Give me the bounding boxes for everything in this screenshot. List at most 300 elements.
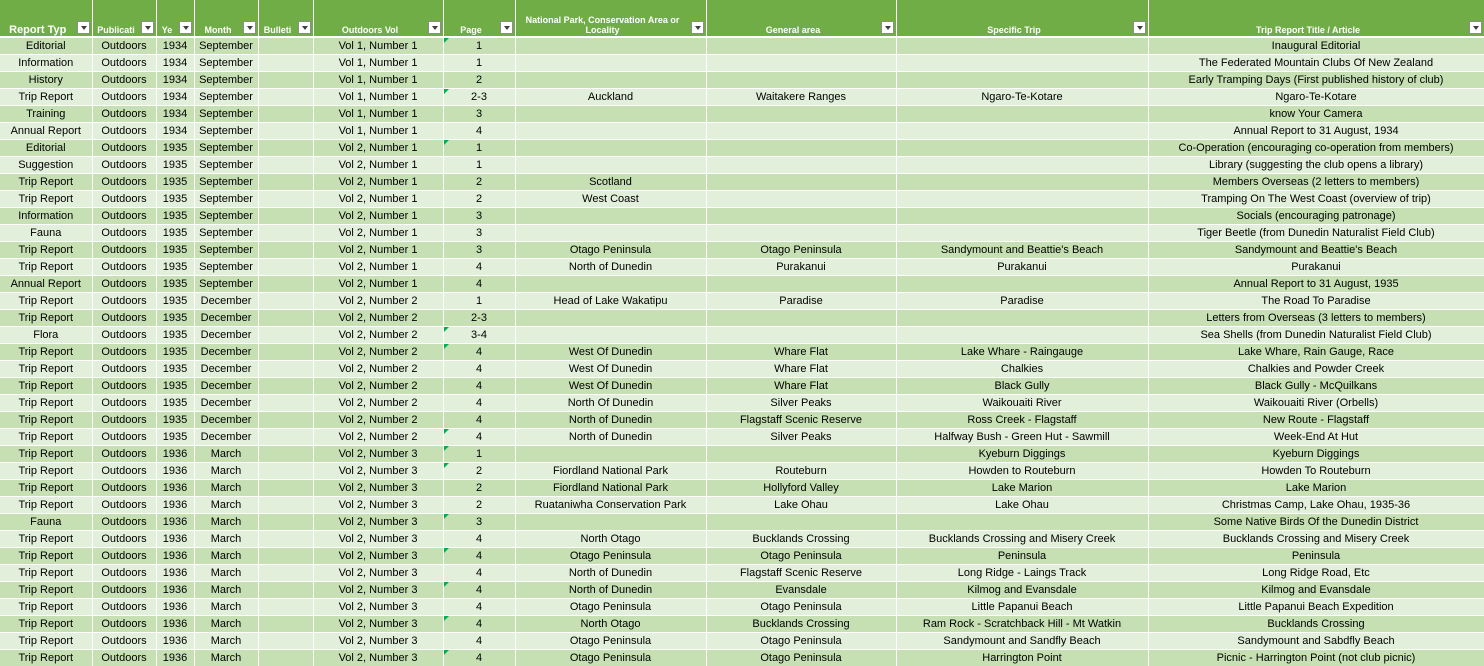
cell-year[interactable] (156, 276, 194, 293)
cell-trip-title[interactable] (1148, 140, 1484, 157)
cell-bulletin[interactable] (258, 446, 313, 463)
cell-bulletin[interactable] (258, 310, 313, 327)
cell-month[interactable] (194, 327, 258, 344)
cell-locality[interactable] (515, 55, 706, 72)
cell-year[interactable] (156, 599, 194, 616)
cell-report-type[interactable] (0, 378, 92, 395)
cell-trip-title[interactable] (1148, 565, 1484, 582)
cell-year[interactable] (156, 157, 194, 174)
cell-page[interactable] (443, 72, 515, 89)
cell-specific-trip[interactable] (896, 72, 1148, 89)
cell-publication[interactable] (92, 106, 156, 123)
cell-locality[interactable] (515, 412, 706, 429)
cell-report-type[interactable] (0, 89, 92, 106)
cell-general-area[interactable] (706, 412, 896, 429)
cell-general-area[interactable] (706, 616, 896, 633)
cell-report-type[interactable] (0, 72, 92, 89)
cell-publication[interactable] (92, 37, 156, 55)
cell-outdoors-vol[interactable] (313, 157, 443, 174)
cell-publication[interactable] (92, 480, 156, 497)
cell-trip-title[interactable] (1148, 106, 1484, 123)
cell-report-type[interactable] (0, 191, 92, 208)
cell-outdoors-vol[interactable] (313, 429, 443, 446)
cell-report-type[interactable] (0, 514, 92, 531)
filter-dropdown-icon[interactable] (77, 21, 90, 34)
cell-bulletin[interactable] (258, 140, 313, 157)
cell-specific-trip[interactable] (896, 276, 1148, 293)
cell-general-area[interactable] (706, 361, 896, 378)
cell-outdoors-vol[interactable] (313, 72, 443, 89)
cell-report-type[interactable] (0, 395, 92, 412)
cell-outdoors-vol[interactable] (313, 361, 443, 378)
cell-general-area[interactable] (706, 293, 896, 310)
cell-general-area[interactable] (706, 310, 896, 327)
cell-year[interactable] (156, 446, 194, 463)
cell-month[interactable] (194, 174, 258, 191)
filter-dropdown-icon[interactable] (428, 21, 441, 34)
cell-publication[interactable] (92, 140, 156, 157)
cell-report-type[interactable] (0, 565, 92, 582)
cell-outdoors-vol[interactable] (313, 208, 443, 225)
cell-outdoors-vol[interactable] (313, 565, 443, 582)
cell-month[interactable] (194, 89, 258, 106)
cell-bulletin[interactable] (258, 208, 313, 225)
cell-outdoors-vol[interactable] (313, 89, 443, 106)
cell-trip-title[interactable] (1148, 72, 1484, 89)
cell-month[interactable] (194, 531, 258, 548)
cell-report-type[interactable] (0, 293, 92, 310)
cell-specific-trip[interactable] (896, 633, 1148, 650)
cell-year[interactable] (156, 327, 194, 344)
cell-page[interactable] (443, 378, 515, 395)
cell-publication[interactable] (92, 378, 156, 395)
cell-trip-title[interactable] (1148, 480, 1484, 497)
cell-locality[interactable] (515, 497, 706, 514)
cell-bulletin[interactable] (258, 225, 313, 242)
cell-general-area[interactable] (706, 463, 896, 480)
cell-month[interactable] (194, 259, 258, 276)
cell-publication[interactable] (92, 582, 156, 599)
cell-report-type[interactable] (0, 616, 92, 633)
cell-locality[interactable] (515, 327, 706, 344)
cell-month[interactable] (194, 480, 258, 497)
cell-month[interactable] (194, 633, 258, 650)
cell-publication[interactable] (92, 361, 156, 378)
cell-bulletin[interactable] (258, 157, 313, 174)
cell-page[interactable] (443, 497, 515, 514)
cell-year[interactable] (156, 208, 194, 225)
cell-locality[interactable] (515, 174, 706, 191)
cell-year[interactable] (156, 412, 194, 429)
cell-bulletin[interactable] (258, 497, 313, 514)
cell-publication[interactable] (92, 225, 156, 242)
cell-locality[interactable] (515, 463, 706, 480)
cell-month[interactable] (194, 276, 258, 293)
cell-outdoors-vol[interactable] (313, 123, 443, 140)
cell-bulletin[interactable] (258, 395, 313, 412)
cell-publication[interactable] (92, 242, 156, 259)
cell-locality[interactable] (515, 378, 706, 395)
cell-specific-trip[interactable] (896, 191, 1148, 208)
cell-month[interactable] (194, 429, 258, 446)
cell-publication[interactable] (92, 446, 156, 463)
cell-outdoors-vol[interactable] (313, 633, 443, 650)
cell-trip-title[interactable] (1148, 242, 1484, 259)
cell-year[interactable] (156, 55, 194, 72)
cell-trip-title[interactable] (1148, 548, 1484, 565)
cell-general-area[interactable] (706, 55, 896, 72)
cell-month[interactable] (194, 37, 258, 55)
cell-trip-title[interactable] (1148, 446, 1484, 463)
cell-publication[interactable] (92, 531, 156, 548)
cell-outdoors-vol[interactable] (313, 514, 443, 531)
cell-general-area[interactable] (706, 599, 896, 616)
cell-locality[interactable] (515, 276, 706, 293)
cell-trip-title[interactable] (1148, 225, 1484, 242)
cell-trip-title[interactable] (1148, 429, 1484, 446)
cell-general-area[interactable] (706, 72, 896, 89)
cell-trip-title[interactable] (1148, 616, 1484, 633)
cell-general-area[interactable] (706, 208, 896, 225)
cell-locality[interactable] (515, 140, 706, 157)
cell-month[interactable] (194, 72, 258, 89)
cell-month[interactable] (194, 650, 258, 666)
cell-general-area[interactable] (706, 531, 896, 548)
cell-bulletin[interactable] (258, 174, 313, 191)
cell-publication[interactable] (92, 565, 156, 582)
cell-specific-trip[interactable] (896, 565, 1148, 582)
cell-specific-trip[interactable] (896, 89, 1148, 106)
cell-report-type[interactable] (0, 582, 92, 599)
cell-page[interactable] (443, 650, 515, 666)
cell-year[interactable] (156, 123, 194, 140)
cell-page[interactable] (443, 361, 515, 378)
cell-trip-title[interactable] (1148, 361, 1484, 378)
cell-locality[interactable] (515, 548, 706, 565)
cell-locality[interactable] (515, 259, 706, 276)
cell-month[interactable] (194, 293, 258, 310)
cell-year[interactable] (156, 650, 194, 666)
cell-month[interactable] (194, 446, 258, 463)
cell-year[interactable] (156, 174, 194, 191)
cell-locality[interactable] (515, 582, 706, 599)
cell-specific-trip[interactable] (896, 327, 1148, 344)
cell-month[interactable] (194, 140, 258, 157)
cell-general-area[interactable] (706, 548, 896, 565)
cell-month[interactable] (194, 157, 258, 174)
cell-year[interactable] (156, 531, 194, 548)
cell-report-type[interactable] (0, 55, 92, 72)
cell-bulletin[interactable] (258, 599, 313, 616)
filter-dropdown-icon[interactable] (179, 21, 192, 34)
cell-page[interactable] (443, 344, 515, 361)
cell-locality[interactable] (515, 242, 706, 259)
cell-outdoors-vol[interactable] (313, 378, 443, 395)
cell-outdoors-vol[interactable] (313, 259, 443, 276)
cell-bulletin[interactable] (258, 106, 313, 123)
cell-locality[interactable] (515, 361, 706, 378)
cell-page[interactable] (443, 514, 515, 531)
cell-report-type[interactable] (0, 361, 92, 378)
cell-month[interactable] (194, 582, 258, 599)
cell-outdoors-vol[interactable] (313, 412, 443, 429)
cell-page[interactable] (443, 157, 515, 174)
cell-month[interactable] (194, 242, 258, 259)
cell-general-area[interactable] (706, 276, 896, 293)
cell-general-area[interactable] (706, 327, 896, 344)
cell-general-area[interactable] (706, 565, 896, 582)
cell-general-area[interactable] (706, 106, 896, 123)
cell-month[interactable] (194, 344, 258, 361)
cell-page[interactable] (443, 225, 515, 242)
cell-outdoors-vol[interactable] (313, 531, 443, 548)
cell-page[interactable] (443, 480, 515, 497)
cell-publication[interactable] (92, 157, 156, 174)
cell-outdoors-vol[interactable] (313, 599, 443, 616)
cell-outdoors-vol[interactable] (313, 106, 443, 123)
cell-page[interactable] (443, 89, 515, 106)
cell-year[interactable] (156, 225, 194, 242)
cell-publication[interactable] (92, 344, 156, 361)
cell-page[interactable] (443, 531, 515, 548)
cell-report-type[interactable] (0, 174, 92, 191)
cell-trip-title[interactable] (1148, 344, 1484, 361)
filter-dropdown-icon[interactable] (881, 21, 894, 34)
cell-page[interactable] (443, 106, 515, 123)
filter-dropdown-icon[interactable] (141, 21, 154, 34)
cell-specific-trip[interactable] (896, 106, 1148, 123)
cell-general-area[interactable] (706, 259, 896, 276)
cell-page[interactable] (443, 293, 515, 310)
cell-specific-trip[interactable] (896, 582, 1148, 599)
cell-trip-title[interactable] (1148, 208, 1484, 225)
cell-month[interactable] (194, 463, 258, 480)
filter-dropdown-icon[interactable] (243, 21, 256, 34)
cell-month[interactable] (194, 497, 258, 514)
cell-locality[interactable] (515, 225, 706, 242)
cell-trip-title[interactable] (1148, 259, 1484, 276)
cell-locality[interactable] (515, 89, 706, 106)
cell-bulletin[interactable] (258, 582, 313, 599)
cell-locality[interactable] (515, 599, 706, 616)
cell-bulletin[interactable] (258, 123, 313, 140)
cell-publication[interactable] (92, 123, 156, 140)
cell-publication[interactable] (92, 497, 156, 514)
cell-outdoors-vol[interactable] (313, 37, 443, 55)
cell-general-area[interactable] (706, 429, 896, 446)
cell-bulletin[interactable] (258, 463, 313, 480)
cell-report-type[interactable] (0, 463, 92, 480)
cell-page[interactable] (443, 599, 515, 616)
cell-locality[interactable] (515, 650, 706, 666)
cell-bulletin[interactable] (258, 242, 313, 259)
cell-specific-trip[interactable] (896, 259, 1148, 276)
cell-specific-trip[interactable] (896, 548, 1148, 565)
cell-page[interactable] (443, 429, 515, 446)
cell-publication[interactable] (92, 72, 156, 89)
cell-year[interactable] (156, 140, 194, 157)
cell-report-type[interactable] (0, 157, 92, 174)
cell-publication[interactable] (92, 463, 156, 480)
cell-general-area[interactable] (706, 395, 896, 412)
cell-year[interactable] (156, 395, 194, 412)
cell-trip-title[interactable] (1148, 412, 1484, 429)
cell-publication[interactable] (92, 650, 156, 666)
cell-report-type[interactable] (0, 242, 92, 259)
cell-trip-title[interactable] (1148, 633, 1484, 650)
cell-report-type[interactable] (0, 310, 92, 327)
cell-year[interactable] (156, 310, 194, 327)
cell-publication[interactable] (92, 514, 156, 531)
cell-publication[interactable] (92, 276, 156, 293)
cell-general-area[interactable] (706, 37, 896, 55)
cell-page[interactable] (443, 395, 515, 412)
cell-locality[interactable] (515, 310, 706, 327)
cell-publication[interactable] (92, 89, 156, 106)
cell-locality[interactable] (515, 395, 706, 412)
cell-report-type[interactable] (0, 633, 92, 650)
cell-specific-trip[interactable] (896, 429, 1148, 446)
cell-year[interactable] (156, 72, 194, 89)
cell-report-type[interactable] (0, 106, 92, 123)
cell-year[interactable] (156, 582, 194, 599)
cell-bulletin[interactable] (258, 276, 313, 293)
cell-outdoors-vol[interactable] (313, 310, 443, 327)
cell-specific-trip[interactable] (896, 140, 1148, 157)
cell-page[interactable] (443, 276, 515, 293)
cell-general-area[interactable] (706, 225, 896, 242)
cell-page[interactable] (443, 174, 515, 191)
cell-page[interactable] (443, 548, 515, 565)
cell-locality[interactable] (515, 531, 706, 548)
cell-outdoors-vol[interactable] (313, 497, 443, 514)
cell-year[interactable] (156, 242, 194, 259)
cell-page[interactable] (443, 191, 515, 208)
cell-trip-title[interactable] (1148, 123, 1484, 140)
cell-bulletin[interactable] (258, 89, 313, 106)
cell-year[interactable] (156, 378, 194, 395)
cell-general-area[interactable] (706, 582, 896, 599)
cell-month[interactable] (194, 548, 258, 565)
cell-outdoors-vol[interactable] (313, 276, 443, 293)
cell-locality[interactable] (515, 106, 706, 123)
cell-specific-trip[interactable] (896, 412, 1148, 429)
cell-locality[interactable] (515, 37, 706, 55)
cell-specific-trip[interactable] (896, 514, 1148, 531)
cell-trip-title[interactable] (1148, 191, 1484, 208)
cell-page[interactable] (443, 582, 515, 599)
cell-month[interactable] (194, 514, 258, 531)
cell-year[interactable] (156, 480, 194, 497)
cell-publication[interactable] (92, 395, 156, 412)
cell-specific-trip[interactable] (896, 361, 1148, 378)
cell-trip-title[interactable] (1148, 599, 1484, 616)
cell-page[interactable] (443, 463, 515, 480)
cell-specific-trip[interactable] (896, 616, 1148, 633)
cell-year[interactable] (156, 633, 194, 650)
filter-dropdown-icon[interactable] (298, 21, 311, 34)
cell-page[interactable] (443, 616, 515, 633)
cell-page[interactable] (443, 633, 515, 650)
cell-publication[interactable] (92, 616, 156, 633)
cell-bulletin[interactable] (258, 531, 313, 548)
cell-report-type[interactable] (0, 37, 92, 55)
cell-general-area[interactable] (706, 157, 896, 174)
cell-trip-title[interactable] (1148, 55, 1484, 72)
cell-locality[interactable] (515, 72, 706, 89)
cell-locality[interactable] (515, 208, 706, 225)
cell-bulletin[interactable] (258, 412, 313, 429)
cell-page[interactable] (443, 37, 515, 55)
cell-report-type[interactable] (0, 599, 92, 616)
cell-publication[interactable] (92, 412, 156, 429)
cell-specific-trip[interactable] (896, 531, 1148, 548)
cell-general-area[interactable] (706, 174, 896, 191)
cell-locality[interactable] (515, 446, 706, 463)
cell-report-type[interactable] (0, 276, 92, 293)
cell-outdoors-vol[interactable] (313, 548, 443, 565)
cell-locality[interactable] (515, 633, 706, 650)
cell-bulletin[interactable] (258, 633, 313, 650)
cell-report-type[interactable] (0, 123, 92, 140)
cell-bulletin[interactable] (258, 344, 313, 361)
cell-bulletin[interactable] (258, 480, 313, 497)
cell-locality[interactable] (515, 480, 706, 497)
cell-outdoors-vol[interactable] (313, 293, 443, 310)
cell-locality[interactable] (515, 565, 706, 582)
cell-trip-title[interactable] (1148, 463, 1484, 480)
cell-year[interactable] (156, 514, 194, 531)
cell-report-type[interactable] (0, 531, 92, 548)
cell-specific-trip[interactable] (896, 599, 1148, 616)
cell-bulletin[interactable] (258, 259, 313, 276)
cell-publication[interactable] (92, 55, 156, 72)
cell-general-area[interactable] (706, 650, 896, 666)
cell-report-type[interactable] (0, 327, 92, 344)
cell-report-type[interactable] (0, 480, 92, 497)
cell-page[interactable] (443, 242, 515, 259)
cell-trip-title[interactable] (1148, 37, 1484, 55)
cell-outdoors-vol[interactable] (313, 395, 443, 412)
cell-general-area[interactable] (706, 242, 896, 259)
cell-trip-title[interactable] (1148, 531, 1484, 548)
cell-trip-title[interactable] (1148, 378, 1484, 395)
cell-bulletin[interactable] (258, 327, 313, 344)
cell-month[interactable] (194, 208, 258, 225)
cell-specific-trip[interactable] (896, 446, 1148, 463)
cell-page[interactable] (443, 140, 515, 157)
filter-dropdown-icon[interactable] (691, 21, 704, 34)
cell-general-area[interactable] (706, 89, 896, 106)
filter-dropdown-icon[interactable] (1469, 21, 1482, 34)
cell-report-type[interactable] (0, 412, 92, 429)
cell-publication[interactable] (92, 327, 156, 344)
cell-page[interactable] (443, 310, 515, 327)
cell-locality[interactable] (515, 293, 706, 310)
cell-publication[interactable] (92, 548, 156, 565)
cell-specific-trip[interactable] (896, 650, 1148, 666)
cell-report-type[interactable] (0, 208, 92, 225)
cell-outdoors-vol[interactable] (313, 174, 443, 191)
cell-bulletin[interactable] (258, 514, 313, 531)
cell-bulletin[interactable] (258, 37, 313, 55)
cell-specific-trip[interactable] (896, 37, 1148, 55)
cell-year[interactable] (156, 565, 194, 582)
cell-page[interactable] (443, 565, 515, 582)
cell-specific-trip[interactable] (896, 463, 1148, 480)
cell-month[interactable] (194, 616, 258, 633)
cell-specific-trip[interactable] (896, 208, 1148, 225)
